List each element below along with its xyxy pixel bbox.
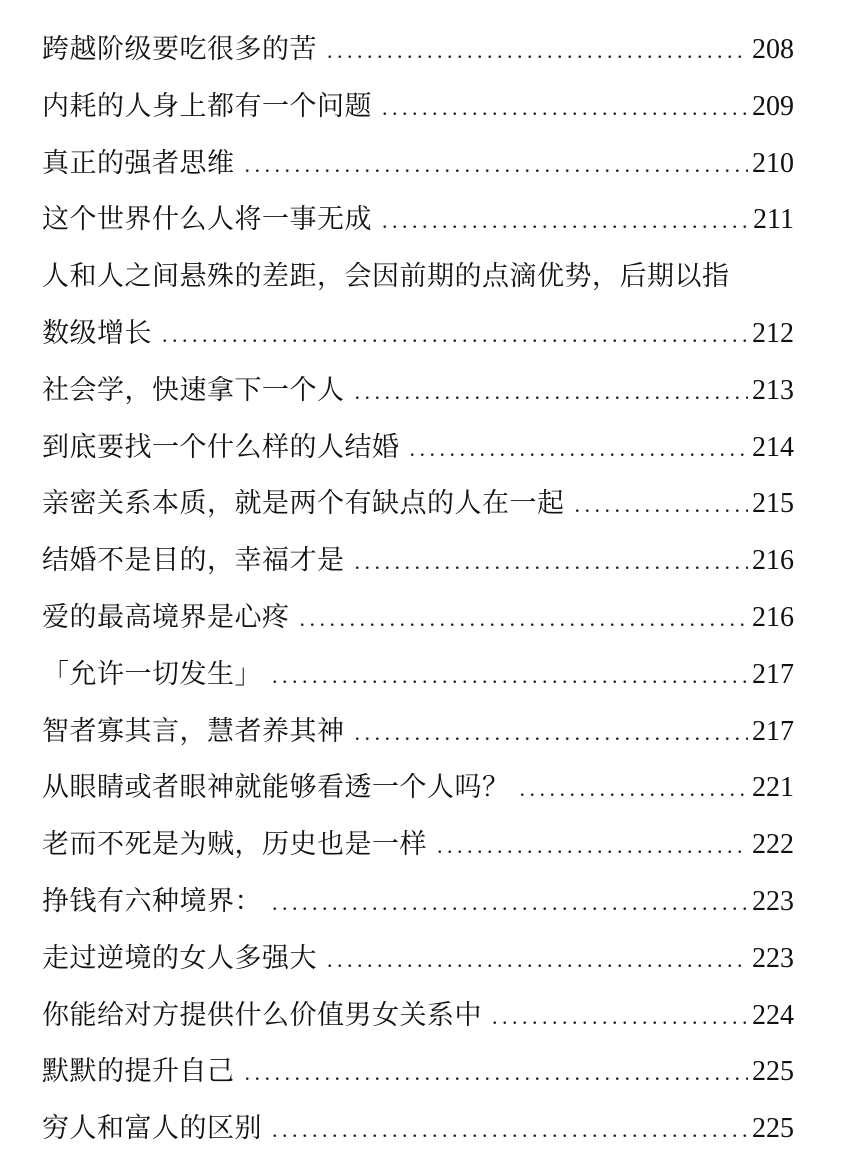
toc-entry-title: 数级增长 [42, 317, 152, 349]
toc-entry-page: 214 [752, 431, 794, 463]
dot-leader [272, 1102, 748, 1159]
toc-entry-title: 从眼睛或者眼神就能够看透一个人吗？ [42, 772, 510, 804]
toc-entry-title: 社会学，快速拿下一个人 [42, 374, 345, 406]
dot-leader [327, 932, 748, 989]
toc-entry [42, 704, 794, 761]
toc-entry-first-line [42, 249, 794, 306]
toc-entry-page: 209 [752, 90, 794, 122]
toc-entry-title: 爱的最高境界是心疼 [42, 601, 290, 633]
toc-entry-page: 217 [752, 658, 794, 690]
toc-entry-title: 内耗的人身上都有一个问题 [42, 90, 372, 122]
toc-entry-page: 223 [752, 942, 794, 974]
toc-entry-title: 默默的提升自己 [42, 1056, 235, 1088]
dot-leader [245, 137, 749, 194]
toc-entry-title: 「允许一切发生」 [42, 658, 262, 690]
dot-leader [245, 1045, 749, 1102]
toc-entry-page: 225 [752, 1113, 794, 1145]
toc-entry-title: 真正的强者思维 [42, 147, 235, 179]
toc-entry-title: 穷人和富人的区别 [42, 1113, 262, 1145]
toc-entry-title: 结婚不是目的，幸福才是 [42, 545, 345, 577]
toc-entry [42, 533, 794, 590]
toc-entry [42, 874, 794, 931]
toc-entry [42, 79, 794, 136]
toc-entry-page: 217 [752, 715, 794, 747]
toc-entry [42, 363, 794, 420]
toc-entry [42, 760, 794, 817]
dot-leader [575, 477, 749, 534]
toc-entry-title: 亲密关系本质，就是两个有缺点的人在一起 [42, 488, 565, 520]
dot-leader [382, 80, 748, 137]
toc-entry-title: 走过逆境的女人多强大 [42, 942, 317, 974]
table-of-contents [42, 22, 794, 1158]
toc-entry [42, 476, 794, 533]
toc-entry-page: 216 [752, 545, 794, 577]
toc-entry-title: 你能给对方提供什么价值男女关系中 [42, 999, 482, 1031]
toc-entry-page: 216 [752, 601, 794, 633]
toc-entry-title: 挣钱有六种境界： [42, 885, 262, 917]
toc-entry [42, 988, 794, 1045]
dot-leader [272, 875, 748, 932]
toc-entry [42, 192, 794, 249]
dot-leader [520, 761, 749, 818]
dot-leader [355, 705, 749, 762]
toc-entry-page: 211 [753, 204, 794, 236]
dot-leader [162, 307, 748, 364]
toc-entry [42, 22, 794, 79]
toc-entry-page: 222 [752, 829, 794, 861]
toc-entry [42, 1101, 794, 1158]
dot-leader [355, 534, 749, 591]
toc-entry-continuation [42, 306, 794, 363]
toc-entry [42, 931, 794, 988]
toc-entry-page: 212 [752, 317, 794, 349]
toc-entry-page: 223 [752, 885, 794, 917]
dot-leader [492, 989, 748, 1046]
toc-entry-title: 跨越阶级要吃很多的苦 [42, 34, 317, 65]
toc-entry-title: 人和人之间悬殊的差距，会因前期的点滴优势，后期以指 [42, 261, 730, 293]
toc-entry [42, 590, 794, 647]
toc-entry [42, 420, 794, 477]
toc-entry-title: 老而不死是为贼，历史也是一样 [42, 829, 427, 861]
dot-leader [355, 364, 749, 421]
toc-entry-page: 224 [752, 999, 794, 1031]
toc-entry-title: 智者寡其言，慧者养其神 [42, 715, 345, 747]
toc-entry-page: 215 [752, 488, 794, 520]
toc-entry-page: 208 [752, 34, 794, 65]
toc-entry [42, 647, 794, 704]
dot-leader [300, 591, 749, 648]
dot-leader [410, 421, 749, 478]
dot-leader [437, 818, 748, 875]
toc-entry [42, 1044, 794, 1101]
dot-leader [272, 648, 748, 705]
toc-entry-page: 225 [752, 1056, 794, 1088]
toc-entry-page: 221 [752, 772, 794, 804]
toc-entry [42, 136, 794, 193]
toc-entry-title: 这个世界什么人将一事无成 [42, 204, 372, 236]
toc-entry [42, 817, 794, 874]
toc-entry-title: 到底要找一个什么样的人结婚 [42, 431, 400, 463]
toc-entry-page: 213 [752, 374, 794, 406]
toc-entry-page: 210 [752, 147, 794, 179]
dot-leader [327, 23, 748, 80]
dot-leader [382, 193, 749, 250]
